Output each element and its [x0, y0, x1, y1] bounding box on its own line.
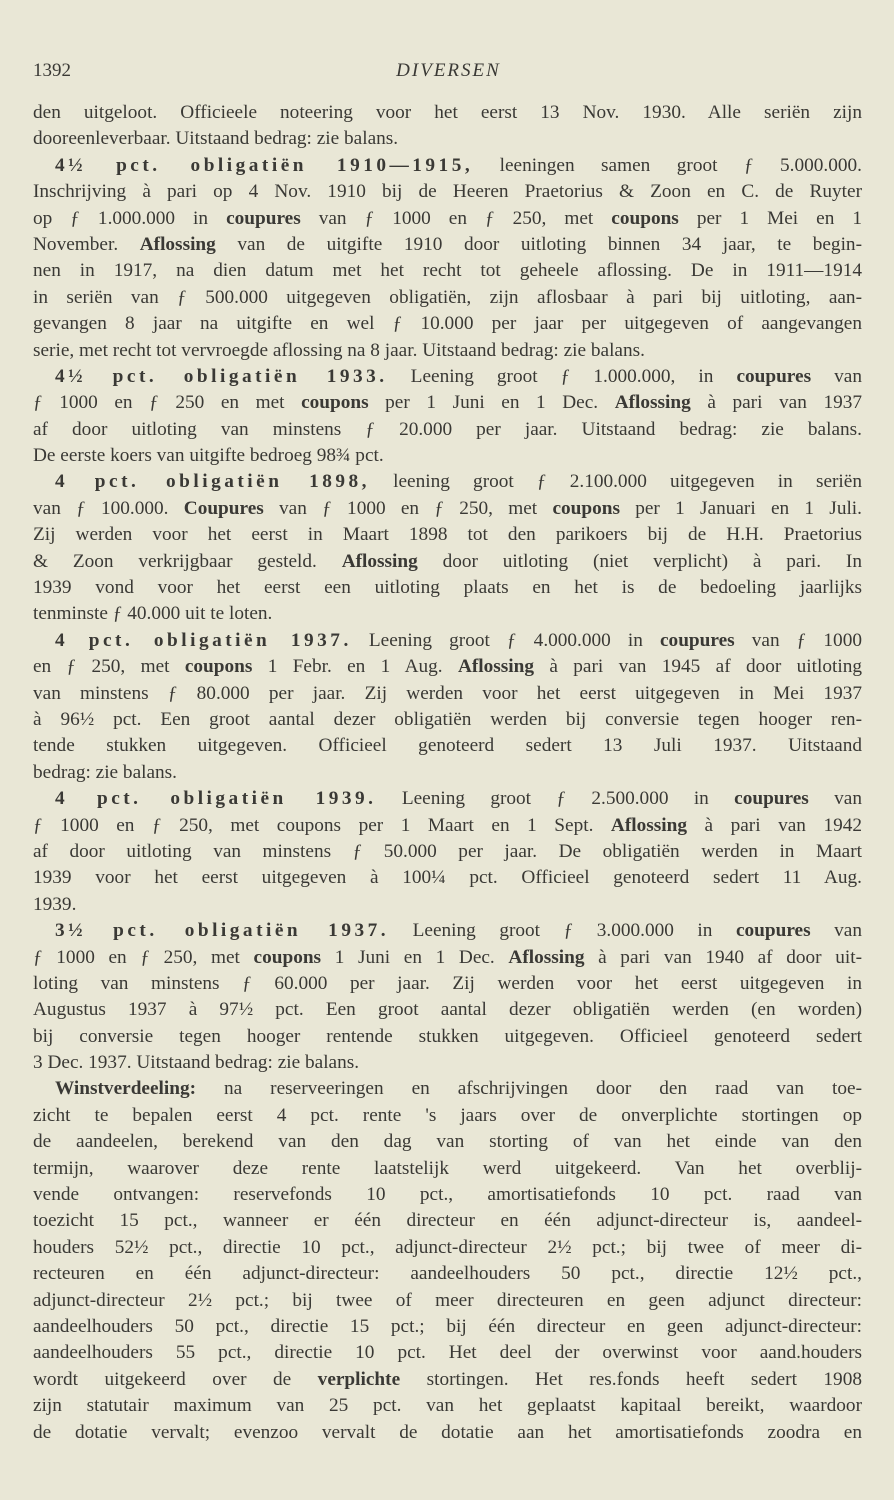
text-segment: de dotatie vervalt; evenzoo vervalt de dotatie aan het amortisatiefonds zoodra en [33, 1421, 862, 1443]
text-segment: à pari van 1945 af door uitloting [534, 656, 863, 678]
text-line [33, 126, 862, 152]
emphasis-text: Aflossing [614, 392, 691, 414]
emphasis-text: 3½ pct. obligatiën 1937. [55, 920, 390, 942]
emphasis-text: 4½ pct. obligatiën 1910—1915, [55, 154, 474, 176]
text-line [33, 1261, 862, 1287]
text-segment: loting van minstens ƒ 60.000 per jaar. Zij werden voor het eerst uitgegeven in [33, 972, 862, 994]
text-line [33, 232, 862, 258]
text-segment: af door uitloting van minstens ƒ 50.000 per jaar. De obligatiën werden in Maart [33, 840, 862, 862]
text-line [33, 469, 862, 495]
text-segment: wordt uitgekeerd over de [33, 1368, 318, 1390]
text-line [33, 417, 862, 443]
text-line [33, 1208, 862, 1234]
emphasis-text: Aflossing [610, 814, 687, 836]
text-line [33, 760, 862, 786]
text-line [33, 1314, 862, 1340]
text-segment: toezicht 15 pct., wanneer er één directeur en één adjunct-directeur is, aandeel- [33, 1210, 862, 1232]
text-segment: van ƒ 1000 en ƒ 250, met [300, 207, 612, 229]
text-segment: gevangen 8 jaar na uitgifte en wel ƒ 10.000 per jaar per uitgegeven of aangevangen [33, 313, 862, 335]
text-segment: De eerste koers van uitgifte bedroeg 98¾ pct. [33, 445, 384, 467]
text-line [33, 1182, 862, 1208]
text-segment: adjunct-directeur 2½ pct.; bij twee of meer directeuren en geen adjunct directeur: [33, 1289, 862, 1311]
text-line [33, 100, 862, 126]
page-header [33, 60, 864, 90]
text-segment: à pari van 1942 [687, 814, 863, 836]
text-segment: 3 Dec. 1937. Uitstaand bedrag: zie balans. [33, 1052, 360, 1074]
text-line [33, 601, 862, 627]
text-segment: vende ontvangen: reservefonds 10 pct., amortisatiefonds 10 pct. raad van [33, 1184, 862, 1206]
text-line [33, 707, 862, 733]
text-segment: leeningen samen groot ƒ 5.000.000. [473, 154, 862, 176]
emphasis-text: verplichte [317, 1368, 401, 1390]
text-line [33, 1076, 862, 1102]
text-segment: 1 Febr. en 1 Aug. [252, 656, 458, 678]
text-line [33, 311, 862, 337]
text-segment: nen in 1917, na dien datum met het recht tot geheele aflossing. De in 1911—1914 [33, 260, 862, 282]
body-text [33, 100, 862, 1446]
text-line [33, 1050, 862, 1076]
emphasis-text: 4 pct. obligatiën 1939. [55, 788, 377, 810]
emphasis-text: Aflossing [139, 233, 216, 255]
text-segment: per 1 Mei en 1 [678, 207, 862, 229]
text-segment: & Zoon verkrijgbaar gesteld. [33, 550, 342, 572]
emphasis-text: 4 pct. obligatiën 1937. [55, 629, 352, 651]
emphasis-text: coupures [735, 920, 811, 942]
emphasis-text: Winstverdeeling: [55, 1078, 197, 1100]
text-line [33, 549, 862, 575]
text-line [33, 153, 862, 179]
text-line [33, 1393, 862, 1419]
text-segment: aandeelhouders 50 pct., directie 15 pct.; bij één directeur en geen adjunct-directeur: [33, 1315, 862, 1337]
text-line [33, 733, 862, 759]
emphasis-text: Aflossing [457, 656, 535, 678]
text-segment: Inschrijving à pari op 4 Nov. 1910 bij de Heeren Praetorius & Zoon en C. de Ruyter [33, 181, 862, 203]
text-line [33, 1367, 862, 1393]
text-segment: houders 52½ pct., directie 10 pct., adjunct-directeur 2½ pct.; bij twee of meer di- [33, 1236, 862, 1258]
text-line [33, 839, 862, 865]
text-segment: à 96½ pct. Een groot aantal dezer obligatiën werden bij conversie tegen hooger ren- [33, 708, 862, 730]
text-segment: Zij werden voor het eerst in Maart 1898 tot den parikoers bij de H.H. Praetorius [33, 524, 862, 546]
text-segment: den uitgeloot. Officieele noteering voor het eerst 13 Nov. 1930. Alle seriën zijn [33, 102, 862, 123]
text-segment: ƒ 1000 en ƒ 250 en met [33, 392, 302, 414]
text-line [33, 628, 862, 654]
text-segment: zicht te bepalen eerst 4 pct. rente 's jaars over de onverplichte stortingen op [33, 1104, 862, 1126]
text-line [33, 681, 862, 707]
text-segment: na reserveeringen en afschrijvingen door den raad van toe- [196, 1078, 862, 1100]
text-segment: van [811, 365, 862, 387]
text-segment: stortingen. Het res.fonds heeft sedert 1908 [400, 1368, 862, 1390]
text-line [33, 179, 862, 205]
text-line [33, 997, 862, 1023]
page-number: 1392 [33, 60, 71, 81]
text-line [33, 892, 862, 918]
emphasis-text: Aflossing [508, 946, 585, 968]
text-segment: ƒ 1000 en ƒ 250, met [33, 946, 254, 968]
text-segment: recteuren en één adjunct-directeur: aandeelhouders 50 pct., directie 12½ pct., [33, 1263, 862, 1285]
text-line [33, 364, 862, 390]
text-segment: 1939. [33, 893, 77, 915]
emphasis-text: Aflossing [341, 550, 418, 572]
text-line [33, 258, 862, 284]
text-segment: aandeelhouders 55 pct., directie 10 pct. Het deel der overwinst voor aand.houders [33, 1342, 862, 1364]
text-line [33, 1024, 862, 1050]
text-segment: Augustus 1937 à 97½ pct. Een groot aantal dezer obligatiën werden (en worden) [33, 999, 862, 1021]
emphasis-text: Coupures [183, 497, 264, 519]
text-line [33, 1340, 862, 1366]
running-title: DIVERSEN [396, 60, 501, 81]
text-line [33, 575, 862, 601]
emphasis-text: coupons [253, 946, 322, 968]
text-segment: à pari van 1940 af door uit- [584, 946, 862, 968]
text-line [33, 786, 862, 812]
text-segment: tenminste ƒ 40.000 uit te loten. [33, 603, 273, 625]
text-segment: van ƒ 100.000. [33, 497, 184, 519]
text-line [33, 654, 862, 680]
text-segment: 1939 vond voor het eerst een uitloting plaats en het is de bedoeling jaarlijks [33, 577, 862, 599]
text-line [33, 443, 862, 469]
text-segment: van ƒ 1000 [734, 629, 862, 651]
text-segment: af door uitloting van minstens ƒ 20.000 per jaar. Uitstaand bedrag: zie balans. [33, 418, 862, 440]
text-line [33, 338, 862, 364]
text-segment: van ƒ 1000 en ƒ 250, met [263, 497, 553, 519]
text-segment: ƒ 1000 en ƒ 250, met coupons per 1 Maart en 1 Sept. [33, 814, 611, 836]
emphasis-text: coupures [736, 365, 812, 387]
text-segment: per 1 Juni en 1 Dec. [368, 392, 615, 414]
text-segment: en ƒ 250, met [33, 656, 185, 678]
text-line [33, 206, 862, 232]
emphasis-text: coupons [301, 392, 369, 414]
text-line [33, 1129, 862, 1155]
text-line [33, 971, 862, 997]
text-segment: de aandeelen, berekend van den dag van storting of van het einde van den [33, 1131, 862, 1153]
text-segment: serie, met recht tot vervroegde aflossing na 8 jaar. Uitstaand bedrag: zie balans. [33, 339, 645, 361]
text-line [33, 945, 862, 971]
text-segment: leening groot ƒ 2.100.000 uitgegeven in seriën [369, 471, 862, 493]
text-line [33, 1156, 862, 1182]
text-line [33, 390, 862, 416]
text-line [33, 1103, 862, 1129]
text-line [33, 1235, 862, 1261]
text-segment: Leening groot ƒ 3.000.000 in [389, 920, 736, 942]
text-segment: door uitloting (niet verplicht) à pari. In [417, 550, 862, 572]
text-segment: Leening groot ƒ 4.000.000 in [351, 629, 660, 651]
text-segment: termijn, waarover deze rente laatstelijk werd uitgekeerd. Van het overblij- [33, 1157, 862, 1179]
emphasis-text: coupons [552, 497, 620, 519]
text-line [33, 522, 862, 548]
text-line [33, 1420, 862, 1446]
text-segment: 1 Juni en 1 Dec. [321, 946, 509, 968]
text-segment: à pari van 1937 [690, 392, 863, 414]
text-line [33, 865, 862, 891]
text-segment: tende stukken uitgegeven. Officieel genoteerd sedert 13 Juli 1937. Uitstaand [33, 735, 862, 757]
text-line [33, 285, 862, 311]
text-segment: November. [33, 233, 140, 255]
text-line [33, 496, 862, 522]
text-line [33, 813, 862, 839]
text-segment: bij conversie tegen hooger rentende stukken uitgegeven. Officieel genoteerd sedert [33, 1025, 862, 1047]
emphasis-text: 4½ pct. obligatiën 1933. [55, 365, 388, 387]
emphasis-text: coupons [184, 656, 253, 678]
text-segment: van [808, 788, 862, 810]
text-segment: per 1 Januari en 1 Juli. [619, 497, 862, 519]
emphasis-text: coupures [734, 788, 809, 810]
text-segment: bedrag: zie balans. [33, 761, 178, 783]
text-segment: Leening groot ƒ 2.500.000 in [376, 788, 735, 810]
text-segment: van [810, 920, 862, 942]
emphasis-text: coupures [660, 629, 735, 651]
emphasis-text: coupures [226, 207, 301, 229]
text-line [33, 1288, 862, 1314]
text-line [33, 918, 862, 944]
text-segment: dooreenleverbaar. Uitstaand bedrag: zie balans. [33, 128, 399, 150]
emphasis-text: coupons [611, 207, 679, 229]
text-segment: van minstens ƒ 80.000 per jaar. Zij werden voor het eerst uitgegeven in Mei 1937 [33, 682, 862, 704]
text-segment: 1939 voor het eerst uitgegeven à 100¼ pct. Officieel genoteerd sedert 11 Aug. [33, 867, 862, 889]
text-segment: zijn statutair maximum van 25 pct. van het geplaatst kapitaal bereikt, waardoor [33, 1395, 862, 1417]
text-segment: Leening groot ƒ 1.000.000, in [387, 365, 737, 387]
emphasis-text: 4 pct. obligatiën 1898, [55, 471, 370, 493]
text-segment: op ƒ 1.000.000 in [33, 207, 227, 229]
text-segment: in seriën van ƒ 500.000 uitgegeven obligatiën, zijn aflosbaar à pari bij uitloting, aan- [33, 286, 862, 308]
text-segment: van de uitgifte 1910 door uitloting binnen 34 jaar, te begin- [215, 233, 862, 255]
